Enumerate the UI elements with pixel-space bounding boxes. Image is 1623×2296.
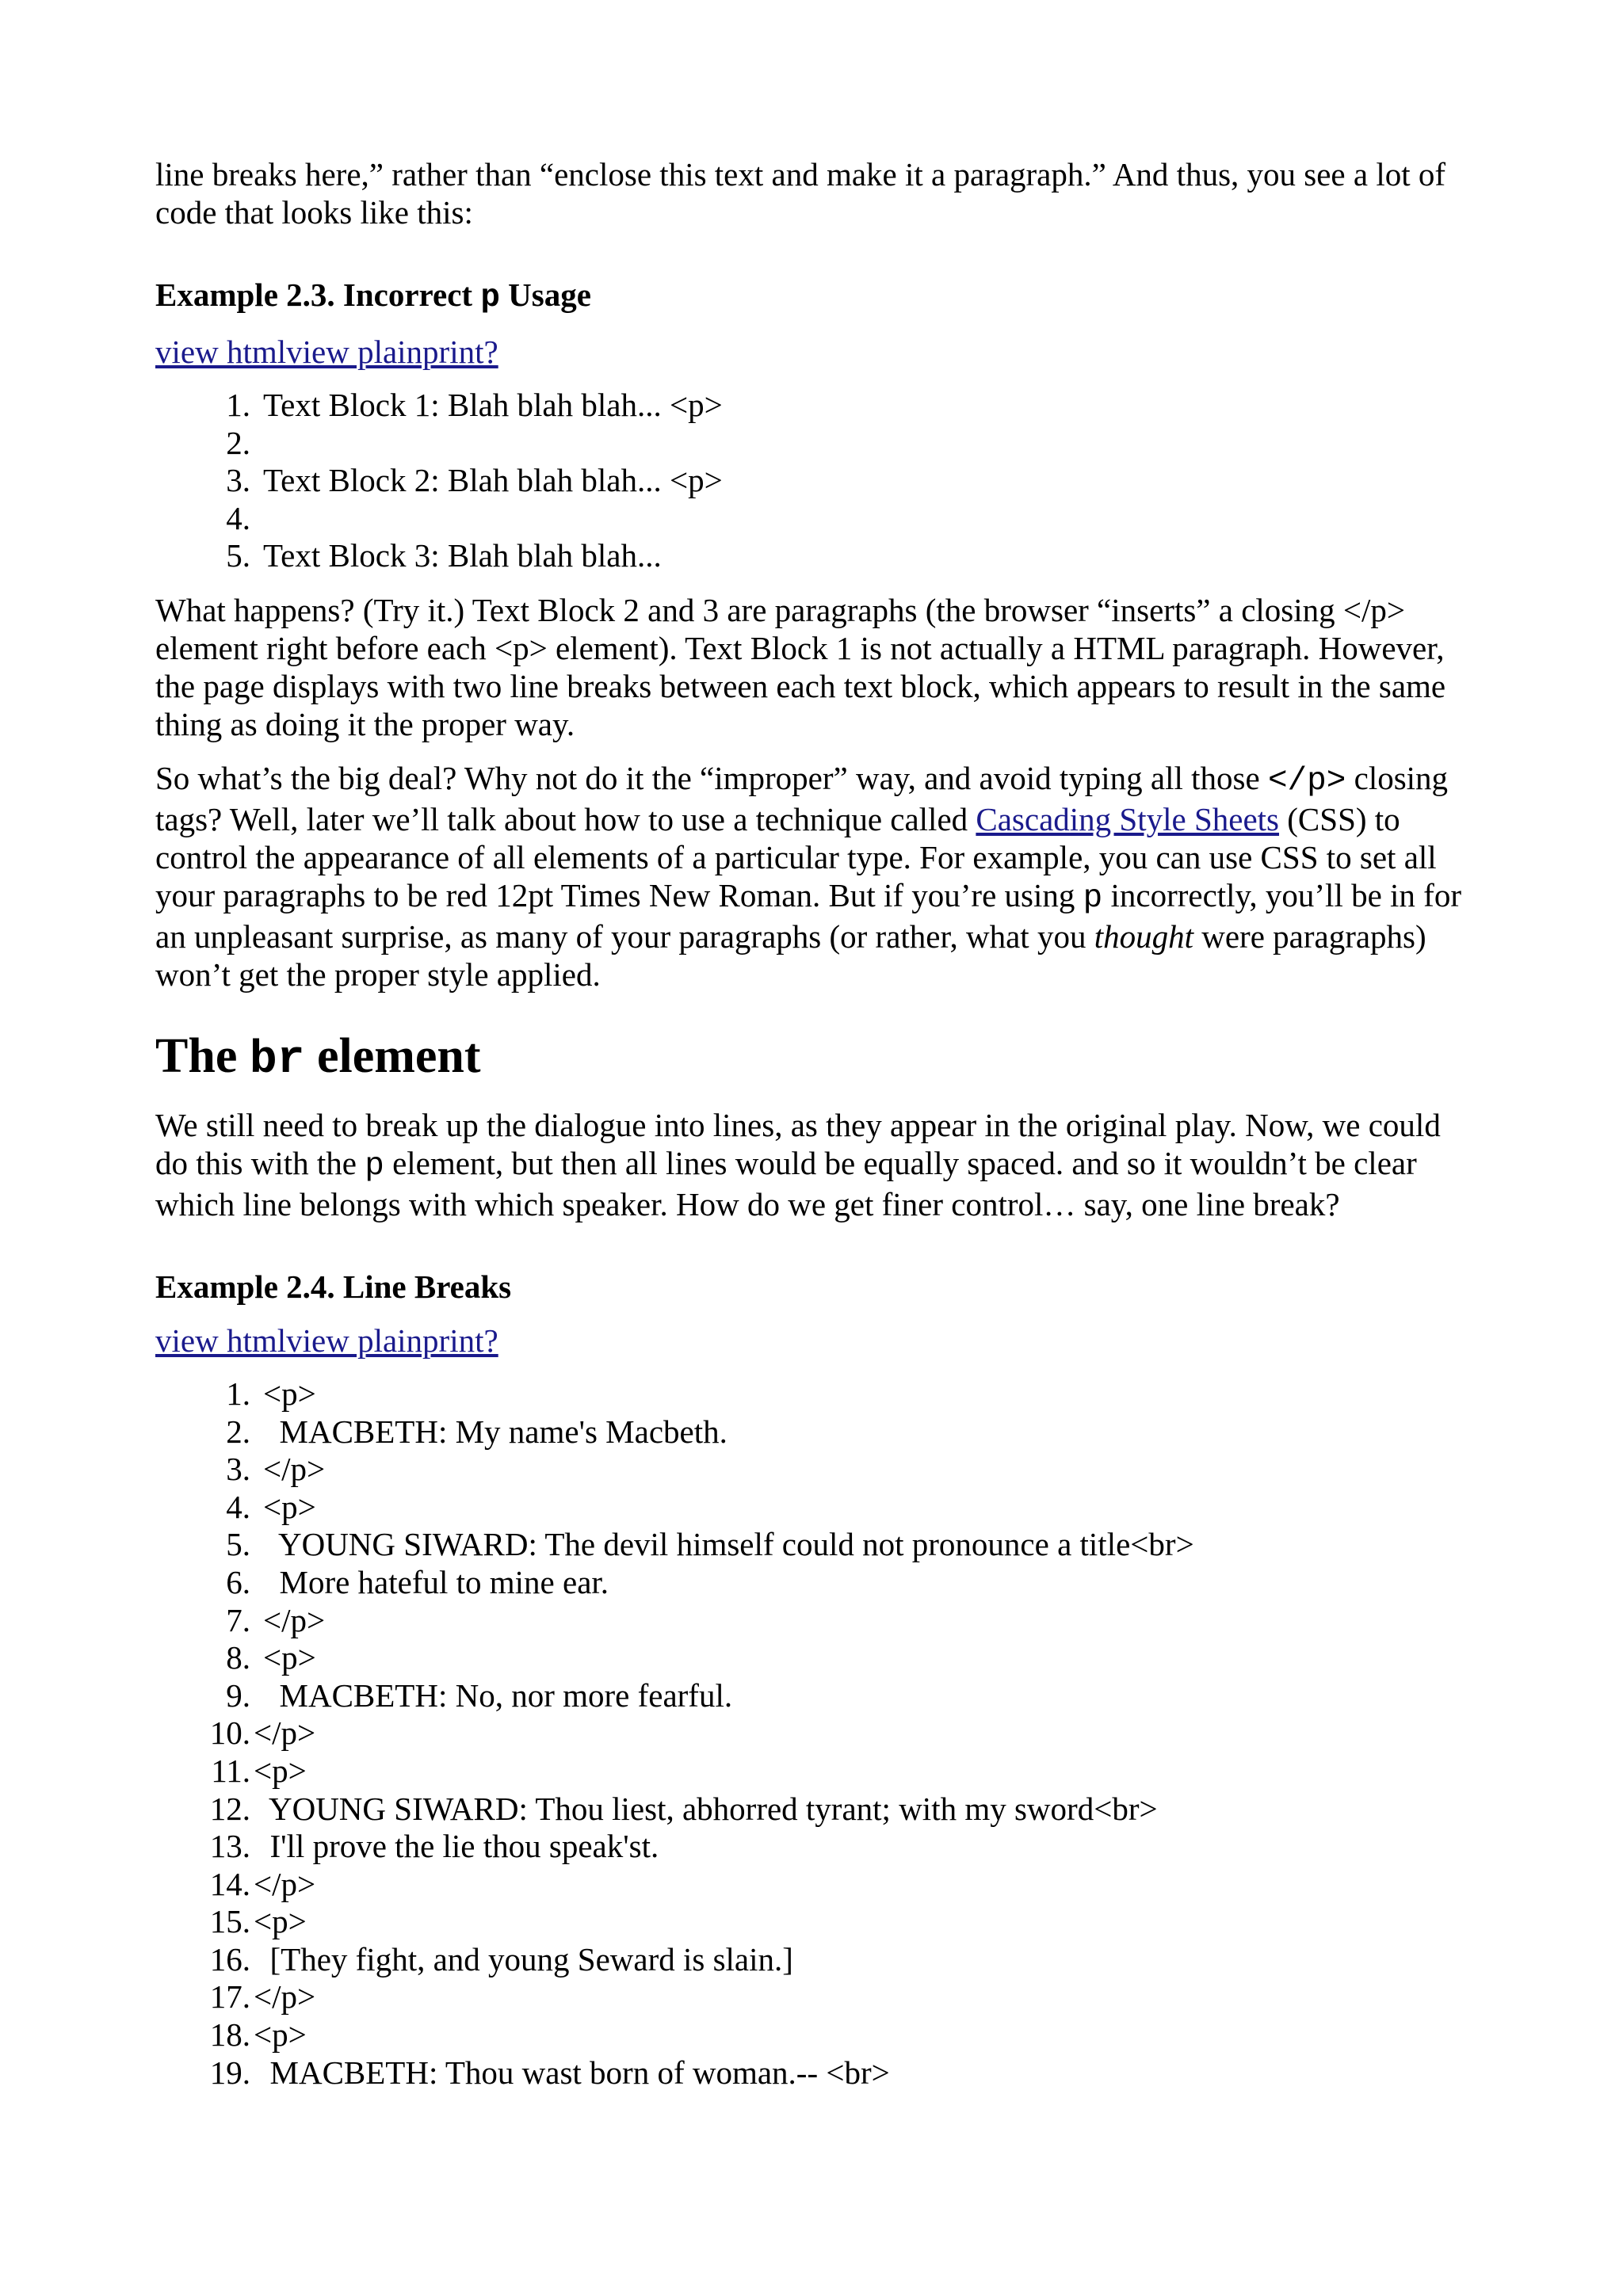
code-line-text: </p>: [263, 1451, 326, 1488]
document-page: [155, 155, 1471, 2107]
code-line: [155, 537, 1471, 575]
code-line: [155, 1903, 1471, 1941]
code-line: [155, 1413, 1471, 1451]
code-line-text: <p>: [254, 2016, 307, 2054]
line-number: 7.: [226, 1601, 250, 1638]
code-line: [155, 2016, 1471, 2054]
heading-suffix: element: [304, 1028, 481, 1083]
line-number: 3.: [226, 462, 250, 499]
line-number: 10.: [209, 1714, 250, 1752]
code-line: [155, 500, 1471, 538]
line-number: 6.: [226, 1563, 250, 1600]
heading-code: br: [249, 1034, 305, 1086]
intro-paragraph: line breaks here,” rather than “enclose this text and make it a paragraph.” And thus, you see a lot of code that looks like this:: [155, 156, 1446, 231]
code-line-text: </p>: [254, 1865, 316, 1902]
line-number: 9.: [226, 1676, 250, 1714]
example-title-2-4: Example 2.4. Line Breaks: [155, 1268, 512, 1305]
line-number: 1.: [226, 1375, 250, 1412]
code-line: [155, 1526, 1471, 1564]
line-number: 1.: [226, 387, 250, 423]
code-line-text: [250, 425, 263, 463]
code-line-text: Text Block 2: Blah blah blah... <p>: [263, 462, 723, 499]
code-line: [155, 1602, 1471, 1640]
code-line: [155, 1639, 1471, 1677]
code-line: [155, 1941, 1471, 1979]
section-heading-br: [155, 1028, 1471, 1089]
line-number: 2.: [226, 1413, 250, 1450]
code-line-text: <p>: [254, 1903, 307, 1940]
code-line: [155, 1866, 1471, 1904]
code-toolbar-link[interactable]: view htmlview plainprint?: [155, 334, 498, 370]
line-number: 16.: [209, 1940, 250, 1978]
code-line-text: [They fight, and young Seward is slain.]: [254, 1940, 793, 1978]
code-line-text: </p>: [254, 1978, 316, 2016]
code-line: [155, 1451, 1471, 1489]
code-toolbar-1: [155, 333, 1471, 371]
code-line-text: More hateful to mine ear.: [263, 1563, 609, 1600]
line-number: 13.: [209, 1828, 250, 1865]
inline-code-p: p: [365, 1147, 384, 1184]
code-line-text: <p>: [254, 1752, 307, 1789]
code-line-text: Text Block 1: Blah blah blah... <p>: [263, 387, 723, 423]
line-number: 8.: [226, 1639, 250, 1676]
code-line: [155, 1489, 1471, 1527]
code-line-text: <p>: [263, 1375, 316, 1412]
code-line: [155, 1714, 1471, 1753]
inline-code-p: p: [1083, 879, 1103, 917]
line-number: 18.: [209, 2016, 250, 2054]
line-number: 15.: [209, 1903, 250, 1940]
code-line-text: <p>: [263, 1488, 316, 1525]
code-line-text: </p>: [254, 1714, 316, 1752]
code-line: [155, 1791, 1471, 1829]
line-number: 4.: [226, 499, 250, 536]
inline-code-closing-p: </p>: [1267, 762, 1346, 799]
paragraph-dialogue: [155, 1106, 1471, 1223]
code-line-text: MACBETH: Thou wast born of woman.-- <br>: [254, 2054, 890, 2091]
code-line-text: YOUNG SIWARD: The devil himself could not pronounce a title<br>: [263, 1526, 1194, 1563]
example-title-code: p: [480, 280, 500, 316]
code-toolbar-link[interactable]: view htmlview plainprint?: [155, 1322, 498, 1359]
code-line: [155, 1677, 1471, 1715]
line-number: 19.: [209, 2054, 250, 2091]
code-line: [155, 425, 1471, 463]
code-line: [155, 462, 1471, 500]
code-listing-2: [155, 1375, 1471, 2092]
code-line-text: I'll prove the lie thou speak'st.: [254, 1828, 659, 1865]
line-number: 14.: [209, 1865, 250, 1902]
paragraph-what-happens: What happens? (Try it.) Text Block 2 and 3 are paragraphs (the browser “inserts” a closing </p> element right before each <p> element). Text Block 1 is not actually a HTML paragraph. However, the page displays with two line breaks between each text block, which appears to result in the same thing as doing it the proper way.: [155, 591, 1446, 742]
code-line-text: <p>: [263, 1639, 316, 1676]
code-line-text: </p>: [263, 1601, 326, 1638]
code-line-text: [250, 500, 263, 538]
line-number: 17.: [209, 1978, 250, 2016]
line-number: 11.: [211, 1752, 250, 1789]
text-segment: (CSS) to control the appearance of all elements of a particular type. For example, you can use CSS to set all your paragraphs to be red 12pt Times New Roman. But if you’re using: [155, 800, 1437, 913]
emphasis-thought: thought: [1094, 917, 1193, 955]
text-segment: element, but then all lines would be equally spaced. and so it wouldn’t be clear which line belongs with which speaker. How do we get finer control… say, one line break?: [155, 1144, 1417, 1222]
example-title-suffix: Usage: [499, 277, 591, 313]
text-segment: incorrectly, you’ll be in for an unpleasant surprise, as many of your paragraphs (or rather, what you: [155, 876, 1461, 955]
code-line-text: MACBETH: My name's Macbeth.: [263, 1413, 727, 1450]
code-line: [155, 1753, 1471, 1791]
code-listing-1: [155, 387, 1471, 575]
text-segment: were paragraphs) won’t get the proper style applied.: [155, 917, 1426, 993]
code-line: [155, 1564, 1471, 1602]
code-line: [155, 2054, 1471, 2092]
line-number: 2.: [226, 424, 250, 461]
heading-prefix: The: [155, 1028, 250, 1083]
code-line-text: YOUNG SIWARD: Thou liest, abhorred tyrant; with my sword<br>: [254, 1790, 1158, 1827]
code-line: [155, 1375, 1471, 1413]
line-number: 4.: [226, 1488, 250, 1525]
code-line: [155, 387, 1471, 425]
text-segment: closing tags? Well, later we’ll talk about how to use a technique called: [155, 759, 1449, 837]
example-title-2-3: [155, 276, 1471, 317]
paragraph-big-deal: [155, 759, 1471, 994]
text-segment: So what’s the big deal? Why not do it the “improper” way, and avoid typing all those: [155, 759, 1268, 796]
code-line: [155, 1828, 1471, 1866]
code-line: [155, 1978, 1471, 2016]
code-line-text: Text Block 3: Blah blah blah...: [263, 537, 662, 574]
line-number: 5.: [226, 1526, 250, 1563]
code-toolbar-2: [155, 1322, 1471, 1360]
text-segment: We still need to break up the dialogue into lines, as they appear in the original play. Now, we could do this with the: [155, 1106, 1441, 1181]
code-line-text: MACBETH: No, nor more fearful.: [263, 1676, 733, 1714]
line-number: 5.: [226, 537, 250, 574]
css-link[interactable]: Cascading Style Sheets: [976, 800, 1280, 837]
line-number: 3.: [226, 1451, 250, 1488]
line-number: 12.: [209, 1790, 250, 1827]
example-title-prefix: Example 2.3. Incorrect: [155, 277, 481, 313]
